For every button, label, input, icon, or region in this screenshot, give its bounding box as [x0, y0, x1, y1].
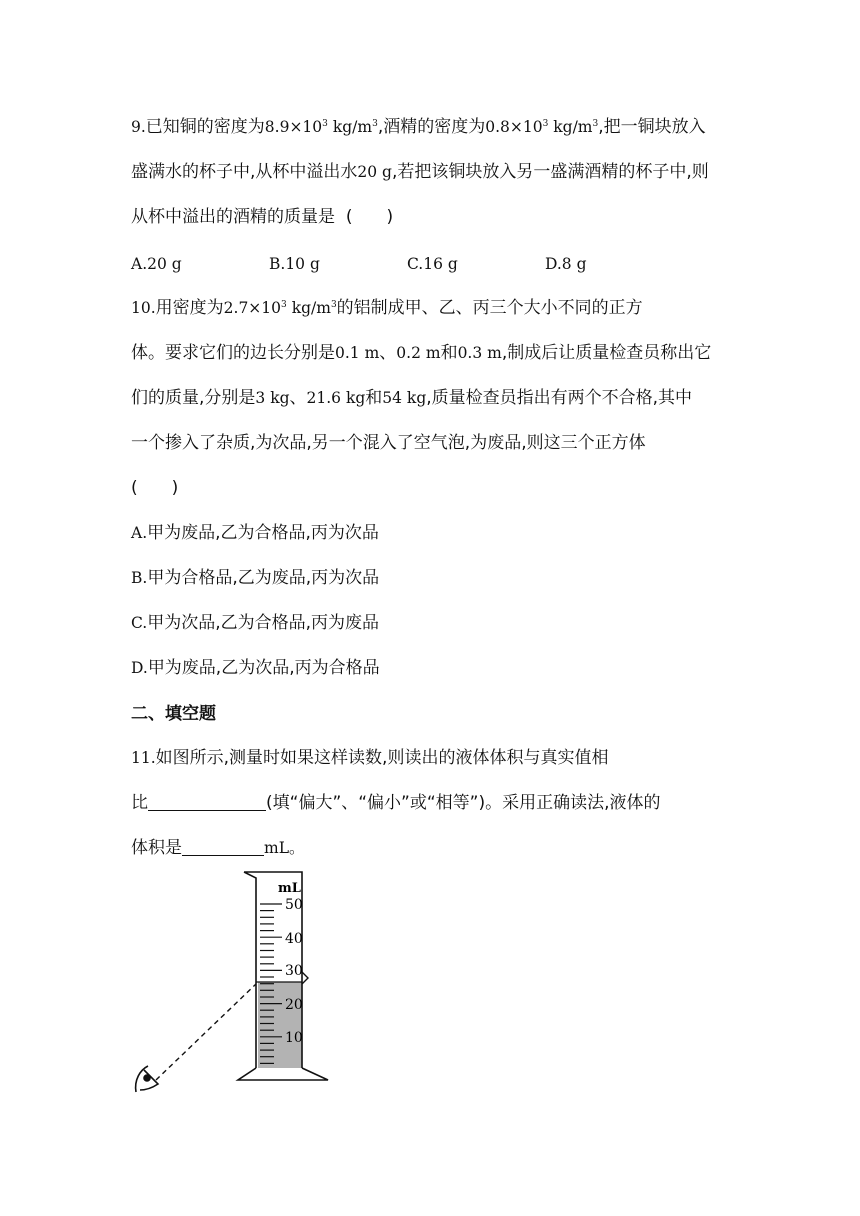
tick-label-30: 30: [285, 963, 303, 979]
q10-option-c[interactable]: C.甲为次品,乙为合格品,丙为废品: [131, 613, 380, 633]
section-heading: 二、填空题: [131, 704, 216, 724]
q9-option-b[interactable]: B.10 g: [269, 255, 320, 273]
tick-label-10: 10: [285, 1030, 303, 1046]
unit-label: mL: [278, 881, 301, 896]
sight-line: [156, 984, 256, 1080]
q10-line-3: 们的质量,分别是3 kg、21.6 kg和54 kg,质量检查员指出有两个不合格,其中: [131, 388, 693, 408]
q11-line-2: 比 (填“偏大”、“偏小”或“相等”)。采用正确读法,液体的: [131, 793, 661, 813]
q9-line-2: 盛满水的杯子中,从杯中溢出水20 g,若把该铜块放入另一盛满酒精的杯子中,则: [131, 162, 709, 182]
liquid-fill: [258, 982, 302, 1068]
q9-option-d[interactable]: D.8 g: [545, 255, 587, 273]
alcohol-density: $0.8\times 10^3$ $kg/m^3$: [485, 118, 599, 136]
tick-label-50: 50: [285, 897, 303, 913]
cylinder-base: [238, 1068, 328, 1080]
q10-number: 10.: [131, 299, 156, 317]
q9-options: [0, 252, 860, 276]
q10-option-b[interactable]: B.甲为合格品,乙为废品,丙为次品: [131, 568, 380, 588]
q10-line-1: 10.用密度为$2.7\times 10^3$ $kg/m^3$的铝制成甲、乙、丙三个大小不同的正方: [131, 298, 643, 318]
q9-line-1: 9.已知铜的密度为$8.9\times 10^3$ $kg/m^3$,酒精的密度为$0.8\times 10^3$ $kg/m^3$,把一铜块放入: [131, 117, 706, 137]
q11-number: 11.: [131, 749, 156, 767]
q10-option-d[interactable]: D.甲为废品,乙为次品,丙为合格品: [131, 658, 380, 678]
q9-line-3: 从杯中溢出的酒精的质量是 ( ): [131, 207, 394, 227]
tick-label-40: 40: [285, 931, 303, 947]
aluminum-density: $2.7\times 10^3$ $kg/m^3$: [223, 299, 337, 317]
q9-answer-paren: ( ): [345, 207, 394, 227]
q11-line-1: 11.如图所示,测量时如果这样读数,则读出的液体体积与真实值相: [131, 748, 609, 768]
graduated-cylinder-figure: [120, 866, 340, 1102]
q10-answer-paren: ( ): [131, 478, 179, 498]
eye-icon: [136, 1066, 158, 1092]
q11-line-3: 体积是 mL。: [131, 838, 305, 858]
q10-line-2: 体。要求它们的边长分别是0.1 m、0.2 m和0.3 m,制成后让质量检查员称出它: [131, 343, 712, 363]
copper-density: $8.9\times 10^3$ $kg/m^3$: [264, 118, 378, 136]
water-mass: 20 g: [357, 163, 392, 181]
q10-line-4: 一个掺入了杂质,为次品,另一个混入了空气泡,为废品,则这三个正方体: [131, 433, 646, 453]
tick-label-20: 20: [285, 997, 303, 1013]
q9-number: 9.: [131, 118, 146, 136]
q9-option-a[interactable]: A.20 g: [131, 255, 182, 273]
q10-option-a[interactable]: A.甲为废品,乙为合格品,丙为次品: [131, 523, 379, 543]
answer-blank-1[interactable]: [148, 792, 266, 811]
q9-option-c[interactable]: C.16 g: [407, 255, 458, 273]
answer-blank-2[interactable]: [182, 837, 264, 856]
